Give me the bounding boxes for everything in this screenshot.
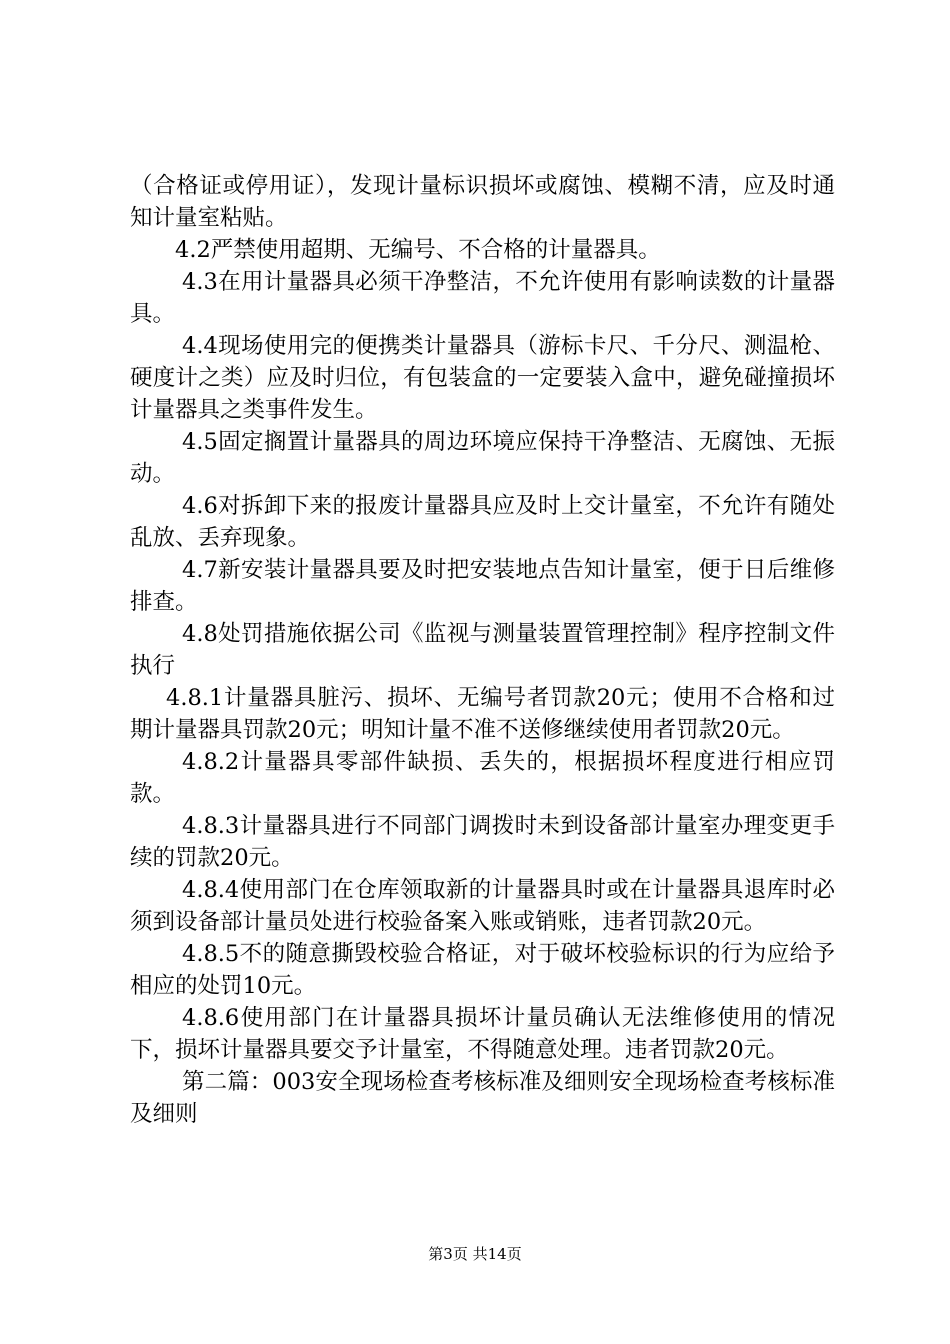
paragraph: 4.4现场使用完的便携类计量器具（游标卡尺、千分尺、测温枪、硬度计之类）应及时归位，有包装盒的一定要装入盒中，避免碰撞损坏计量器具之类事件发生。 [130,333,835,423]
paragraph: 4.8.2计量器具零部件缺损、丢失的，根据损坏程度进行相应罚款。 [130,749,835,807]
document-body [130,170,835,1130]
paragraph: 4.5固定搁置计量器具的周边环境应保持干净整洁、无腐蚀、无振动。 [130,429,835,487]
paragraph: 4.2严禁使用超期、无编号、不合格的计量器具。 [175,237,661,263]
paragraph: 4.6对拆卸下来的报废计量器具应及时上交计量室，不允许有随处乱放、丢弃现象。 [130,493,835,551]
paragraph: 4.8处罚措施依据公司《监视与测量装置管理控制》程序控制文件执行 [130,621,835,679]
paragraph: 4.7新安装计量器具要及时把安装地点告知计量室，便于日后维修排查。 [130,557,835,615]
paragraph: 4.8.1计量器具脏污、损坏、无编号者罚款20元；使用不合格和过期计量器具罚款20元；明知计量不准不送修继续使用者罚款20元。 [130,685,835,743]
paragraph: 4.3在用计量器具必须干净整洁，不允许使用有影响读数的计量器具。 [130,269,835,327]
page-footer [0,1243,950,1264]
paragraph: 4.8.4使用部门在仓库领取新的计量器具时或在计量器具退库时必须到设备部计量员处进行校验备案入账或销账，违者罚款20元。 [130,877,835,935]
paragraph: （合格证或停用证），发现计量标识损坏或腐蚀、模糊不清，应及时通知计量室粘贴。 [130,173,835,231]
page-number-label: 第3页 共14页 [428,1245,522,1263]
section-heading: 第二篇：003安全现场检查考核标准及细则安全现场检查考核标准及细则 [130,1069,835,1127]
paragraph: 4.8.6使用部门在计量器具损坏计量员确认无法维修使用的情况下，损坏计量器具要交予计量室，不得随意处理。违者罚款20元。 [130,1005,835,1063]
paragraph: 4.8.5不的随意撕毁校验合格证，对于破坏校验标识的行为应给予相应的处罚10元。 [130,941,835,999]
paragraph: 4.8.3计量器具进行不同部门调拨时未到设备部计量室办理变更手续的罚款20元。 [130,813,835,871]
